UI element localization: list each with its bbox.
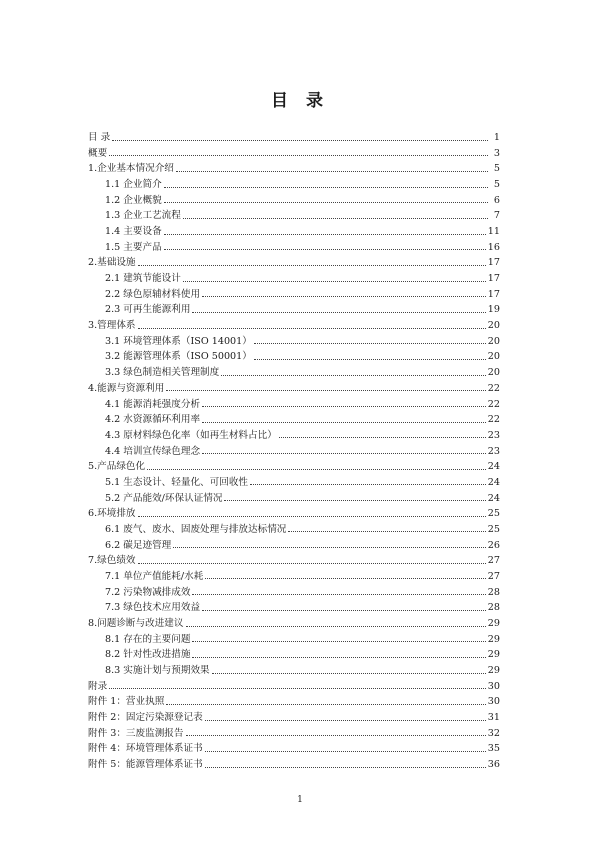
toc-entry-label: 3.1 环境管理体系（ISO 14001） (105, 335, 252, 347)
toc-entry[interactable] (88, 362, 500, 378)
toc-entry-page: 30 (487, 680, 500, 692)
toc-entry-page: 25 (487, 508, 500, 520)
toc-entry-page: 17 (487, 257, 500, 269)
toc-entry-label: 2.1 建筑节能设计 (105, 273, 181, 285)
toc-entry-page: 17 (487, 288, 500, 300)
toc-entry-page: 20 (487, 335, 500, 347)
toc-leader-dots (164, 249, 486, 250)
toc-entry[interactable] (88, 519, 500, 535)
toc-entry-page: 5 (493, 179, 500, 191)
toc-leader-dots (164, 234, 486, 235)
toc-entry[interactable] (88, 629, 500, 645)
toc-entry[interactable] (88, 660, 500, 676)
toc-entry-label: 2.基础设施 (88, 257, 136, 269)
toc-entry-label: 6.1 废气、废水、固废处理与排放达标情况 (105, 523, 287, 535)
toc-leader-dots (192, 312, 485, 313)
toc-leader-dots (138, 328, 486, 329)
toc-entry-page: 29 (487, 617, 500, 629)
toc-entry[interactable] (88, 425, 500, 441)
toc-entry-label: 8.3 实施计划与预期效果 (105, 664, 210, 676)
toc-entry-label: 目 录 (88, 132, 111, 144)
toc-entry[interactable] (88, 738, 500, 754)
toc-entry-label: 6.2 碳足迹管理 (105, 539, 172, 551)
toc-entry-page: 26 (487, 539, 500, 551)
toc-entry-page: 22 (487, 398, 500, 410)
toc-leader-dots (202, 422, 486, 423)
toc-entry[interactable] (88, 284, 500, 300)
toc-entry-page: 5 (493, 163, 500, 175)
toc-entry-label: 附件 4：环境管理体系证书 (88, 743, 203, 755)
toc-leader-dots (164, 202, 488, 203)
toc-leader-dots (205, 720, 486, 721)
toc-leader-dots (138, 563, 486, 564)
toc-entry[interactable] (88, 487, 500, 503)
toc-entry-page: 28 (487, 586, 500, 598)
toc-entry-page: 25 (487, 523, 500, 535)
toc-entry-label: 7.3 绿色技术应用效益 (105, 602, 201, 614)
toc-entry-label: 5.1 生态设计、轻量化、可回收性 (105, 476, 249, 488)
toc-entry[interactable] (88, 315, 500, 331)
toc-entry-page: 20 (487, 320, 500, 332)
toc-leader-dots (186, 735, 486, 736)
toc-leader-dots (166, 704, 485, 705)
toc-entry-label: 4.1 能源消耗强度分析 (105, 398, 201, 410)
toc-leader-dots (202, 610, 486, 611)
toc-leader-dots (166, 390, 485, 391)
toc-leader-dots (254, 343, 486, 344)
toc-entry-page: 24 (487, 492, 500, 504)
toc-entry-label: 附件 3：三废监测报告 (88, 727, 184, 739)
toc-entry-page: 20 (487, 351, 500, 363)
toc-leader-dots (183, 281, 486, 282)
toc-entry-label: 1.4 主要设备 (105, 226, 162, 238)
toc-entry-label: 8.2 针对性改进措施 (105, 649, 191, 661)
toc-leader-dots (205, 751, 486, 752)
toc-entry-page: 7 (493, 210, 500, 222)
toc-entry-label: 7.1 单位产值能耗/水耗 (105, 570, 204, 582)
toc-entry[interactable] (88, 581, 500, 597)
toc-leader-dots (202, 296, 486, 297)
toc-entry-page: 24 (487, 476, 500, 488)
toc-entry[interactable] (88, 143, 500, 159)
toc-entry[interactable] (88, 754, 500, 770)
toc-entry-page: 20 (487, 367, 500, 379)
toc-entry[interactable] (88, 409, 500, 425)
toc-entry-page: 31 (487, 711, 500, 723)
toc-entry[interactable] (88, 691, 500, 707)
toc-entry-page: 27 (487, 570, 500, 582)
toc-entry-label: 1.1 企业简介 (105, 179, 162, 191)
toc-leader-dots (205, 767, 486, 768)
toc-leader-dots (183, 218, 488, 219)
toc-entry[interactable] (88, 174, 500, 190)
toc-leader-dots (176, 171, 488, 172)
toc-leader-dots (192, 594, 485, 595)
toc-entry-page: 22 (487, 414, 500, 426)
table-of-contents (88, 127, 500, 770)
toc-leader-dots (109, 688, 486, 689)
toc-leader-dots (112, 140, 488, 141)
toc-entry-label: 2.2 绿色原辅材料使用 (105, 288, 201, 300)
toc-entry-label: 4.3 原材料绿色化率（如再生材料占比） (105, 429, 277, 441)
toc-leader-dots (138, 516, 486, 517)
toc-leader-dots (173, 547, 486, 548)
toc-entry-page: 17 (487, 273, 500, 285)
toc-entry[interactable] (88, 268, 500, 284)
toc-entry[interactable] (88, 707, 500, 723)
toc-leader-dots (192, 641, 485, 642)
toc-entry-page: 29 (487, 633, 500, 645)
toc-entry[interactable] (88, 644, 500, 660)
toc-entry-page: 29 (487, 664, 500, 676)
toc-entry-label: 4.能源与资源利用 (88, 382, 165, 394)
toc-entry-label: 1.2 企业概貌 (105, 194, 162, 206)
toc-entry[interactable] (88, 503, 500, 519)
toc-entry[interactable] (88, 723, 500, 739)
toc-entry-page: 28 (487, 602, 500, 614)
toc-entry[interactable] (88, 566, 500, 582)
toc-entry-label: 1.5 主要产品 (105, 241, 162, 253)
toc-entry[interactable] (88, 613, 500, 629)
toc-leader-dots (279, 437, 486, 438)
toc-entry-page: 22 (487, 382, 500, 394)
toc-entry-label: 附件 5：能源管理体系证书 (88, 758, 203, 770)
toc-entry-label: 概要 (88, 147, 108, 159)
toc-entry-label: 1.3 企业工艺流程 (105, 210, 181, 222)
toc-entry-label: 7.2 污染物减排成效 (105, 586, 191, 598)
toc-entry-page: 1 (493, 132, 500, 144)
toc-entry-label: 5.产品绿色化 (88, 461, 146, 473)
toc-entry[interactable] (88, 237, 500, 253)
toc-entry-page: 36 (487, 758, 500, 770)
toc-entry-label: 3.2 能源管理体系（ISO 50001） (105, 351, 252, 363)
toc-entry-label: 3.3 绿色制造相关管理制度 (105, 367, 220, 379)
page-title: 目 录 (271, 91, 329, 111)
toc-leader-dots (254, 359, 486, 360)
toc-leader-dots (202, 453, 486, 454)
toc-entry[interactable] (88, 393, 500, 409)
toc-entry-label: 3.管理体系 (88, 320, 136, 332)
toc-entry[interactable] (88, 378, 500, 394)
toc-leader-dots (221, 375, 486, 376)
toc-entry-label: 5.2 产品能效/环保认证情况 (105, 492, 223, 504)
toc-entry-page: 24 (487, 461, 500, 473)
toc-entry[interactable] (88, 534, 500, 550)
toc-leader-dots (164, 187, 488, 188)
toc-entry-label: 附录 (88, 680, 108, 692)
toc-entry-page: 32 (487, 727, 500, 739)
toc-entry-label: 1.企业基本情况介绍 (88, 163, 174, 175)
toc-entry-label: 附件 1：营业执照 (88, 696, 165, 708)
toc-entry[interactable] (88, 550, 500, 566)
toc-leader-dots (212, 673, 486, 674)
toc-entry-label: 2.3 可再生能源利用 (105, 304, 191, 316)
toc-entry-page: 30 (487, 696, 500, 708)
toc-entry-page: 35 (487, 743, 500, 755)
toc-entry[interactable] (88, 221, 500, 237)
toc-entry-label: 8.1 存在的主要问题 (105, 633, 191, 645)
toc-entry-label: 附件 2：固定污染源登记表 (88, 711, 203, 723)
toc-leader-dots (202, 406, 486, 407)
toc-entry-label: 4.2 水资源循环利用率 (105, 414, 201, 426)
toc-entry-label: 8.问题诊断与改进建议 (88, 617, 184, 629)
toc-entry[interactable] (88, 252, 500, 268)
toc-entry-page: 3 (493, 147, 500, 159)
toc-entry[interactable] (88, 456, 500, 472)
toc-leader-dots (224, 500, 485, 501)
toc-leader-dots (205, 578, 485, 579)
toc-entry[interactable] (88, 190, 500, 206)
toc-entry[interactable] (88, 127, 500, 143)
toc-entry[interactable] (88, 205, 500, 221)
toc-entry-page: 23 (487, 445, 500, 457)
toc-entry-label: 6.环境排放 (88, 508, 136, 520)
toc-entry-page: 29 (487, 649, 500, 661)
toc-leader-dots (138, 265, 486, 266)
toc-entry[interactable] (88, 472, 500, 488)
toc-leader-dots (288, 531, 485, 532)
toc-entry-page: 27 (487, 555, 500, 567)
toc-entry-label: 4.4 培训宣传绿色理念 (105, 445, 201, 457)
toc-entry[interactable] (88, 158, 500, 174)
toc-leader-dots (250, 484, 486, 485)
toc-entry[interactable] (88, 299, 500, 315)
toc-entry[interactable] (88, 346, 500, 362)
toc-entry-label: 7.绿色绩效 (88, 555, 136, 567)
toc-leader-dots (186, 626, 486, 627)
toc-entry-page: 11 (487, 226, 500, 238)
toc-leader-dots (109, 155, 488, 156)
toc-leader-dots (192, 657, 485, 658)
page-number: 1 (297, 795, 303, 805)
toc-entry[interactable] (88, 597, 500, 613)
toc-entry-page: 6 (493, 194, 500, 206)
toc-entry-page: 23 (487, 429, 500, 441)
toc-entry[interactable] (88, 331, 500, 347)
toc-entry[interactable] (88, 440, 500, 456)
toc-leader-dots (147, 469, 486, 470)
toc-entry-page: 16 (487, 241, 500, 253)
toc-entry[interactable] (88, 676, 500, 692)
toc-entry-page: 19 (487, 304, 500, 316)
